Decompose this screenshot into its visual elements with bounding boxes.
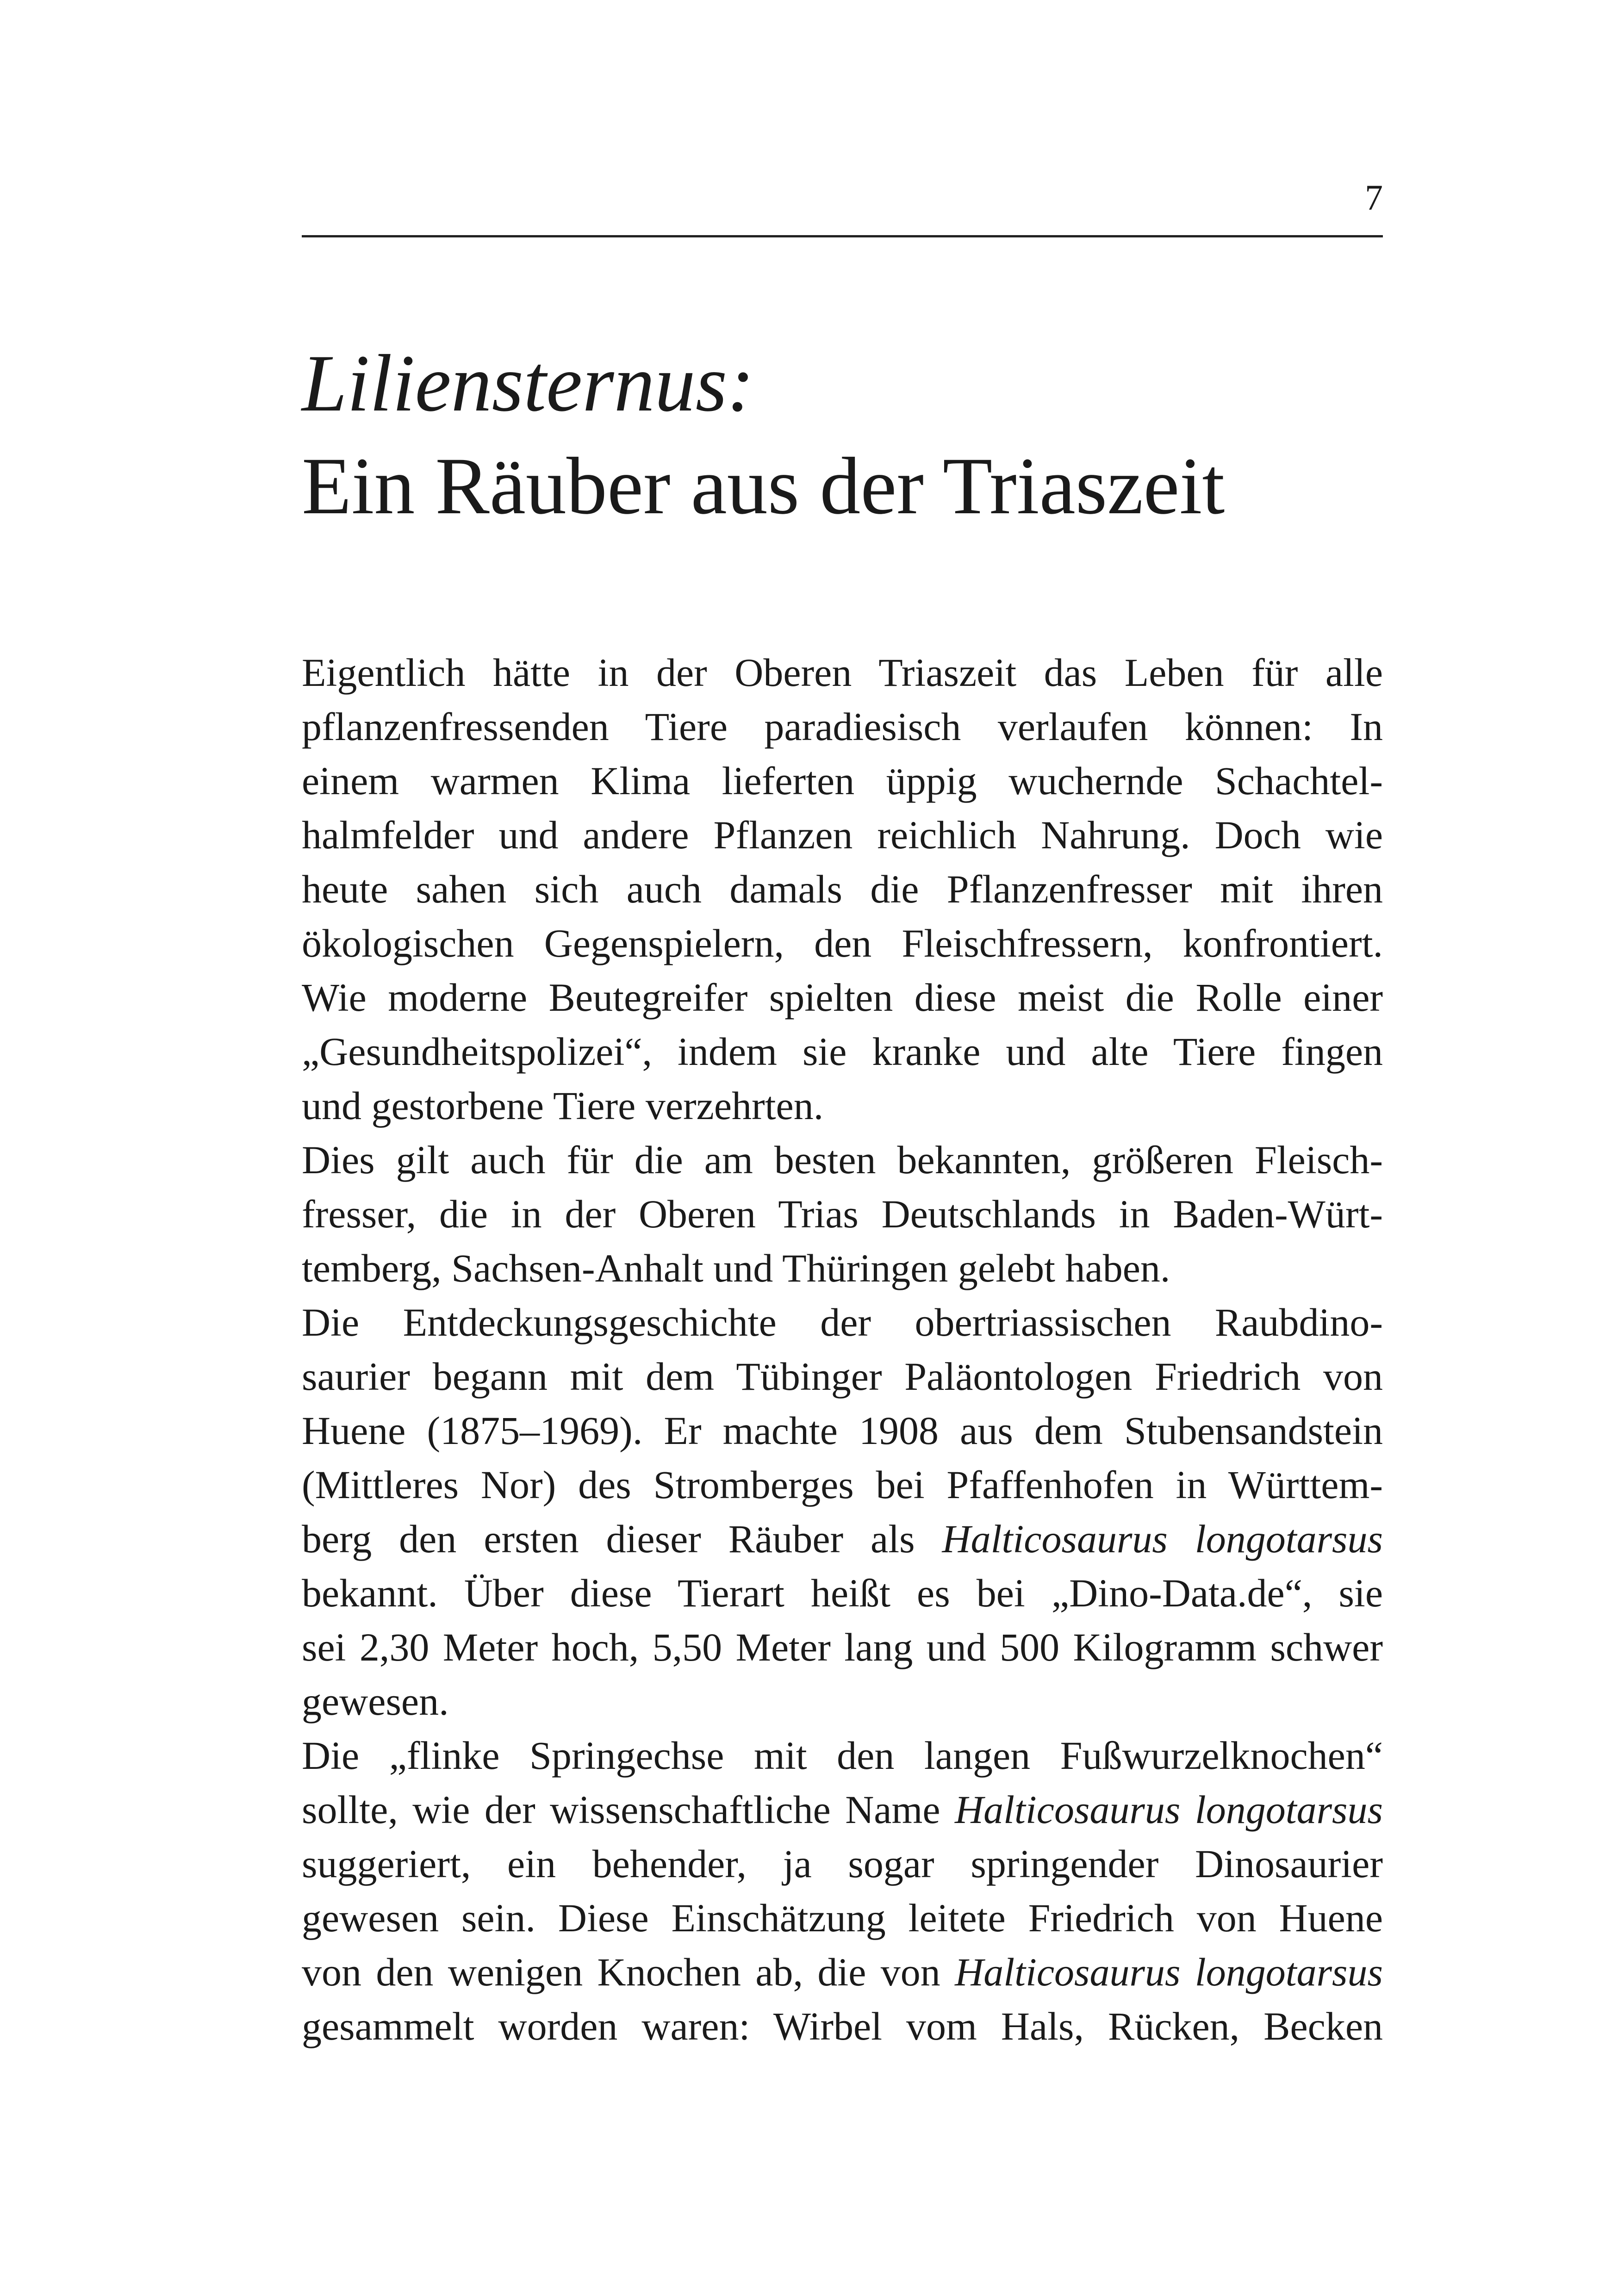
- text-line: [302, 1295, 1383, 1350]
- text-line: [302, 646, 1383, 700]
- text-line: [302, 971, 1383, 1025]
- text-segment: bekannt. Über diese Tierart heißt es bei „Dino-Data.de“, sie: [302, 1571, 1383, 1615]
- text-segment: gewesen sein. Diese Einschätzung leitete Friedrich von Huene: [302, 1896, 1383, 1940]
- text-line: [302, 700, 1383, 754]
- text-segment: pflanzenfressenden Tiere paradiesisch verlaufen können: In: [302, 704, 1383, 749]
- text-line: [302, 916, 1383, 971]
- text-segment: und gestorbene Tiere verzehrten.: [302, 1083, 824, 1128]
- species-name: Halticosaurus longotarsus: [954, 1787, 1383, 1832]
- text-segment: saurier begann mit dem Tübinger Paläontologen Friedrich von: [302, 1354, 1383, 1399]
- chapter-title: [302, 332, 1383, 538]
- chapter-title-italic: Liliensternus:: [302, 338, 754, 429]
- text-segment: Die „flinke Springechse mit den langen Fußwurzelknochen“: [302, 1733, 1383, 1778]
- text-line: [302, 1891, 1383, 1945]
- text-line: [302, 1512, 1383, 1566]
- text-segment: von den wenigen Knochen ab, die von: [302, 1950, 955, 1994]
- text-segment: sollte, wie der wissenschaftliche Name: [302, 1787, 955, 1832]
- text-segment: ökologischen Gegenspielern, den Fleischfressern, konfrontiert.: [302, 921, 1383, 965]
- text-line: [302, 1837, 1383, 1891]
- text-line: [302, 1187, 1383, 1241]
- text-line: [302, 1999, 1383, 2053]
- paragraph: [302, 1295, 1383, 1729]
- text-segment: heute sahen sich auch damals die Pflanzenfresser mit ihren: [302, 867, 1383, 911]
- text-segment: Huene (1875–1969). Er machte 1908 aus dem Stubensandstein: [302, 1408, 1383, 1453]
- text-segment: fresser, die in der Oberen Trias Deutschlands in Baden-Würt-: [302, 1192, 1383, 1236]
- text-line: [302, 1620, 1383, 1674]
- species-name: Halticosaurus longotarsus: [942, 1517, 1383, 1561]
- text-segment: Dies gilt auch für die am besten bekannten, größeren Fleisch-: [302, 1138, 1383, 1182]
- text-segment: sei 2,30 Meter hoch, 5,50 Meter lang und 500 Kilogramm schwer: [302, 1625, 1383, 1669]
- text-line: [302, 1025, 1383, 1079]
- text-line: [302, 1241, 1383, 1295]
- text-line: [302, 1350, 1383, 1404]
- text-segment: Die Entdeckungsgeschichte der obertriassischen Raubdino-: [302, 1300, 1383, 1344]
- paragraph: [302, 646, 1383, 1133]
- paragraph: [302, 1729, 1383, 2053]
- text-segment: (Mittleres Nor) des Stromberges bei Pfaffenhofen in Württem-: [302, 1462, 1383, 1507]
- species-name: Halticosaurus longotarsus: [955, 1950, 1383, 1994]
- text-segment: halmfelder und andere Pflanzen reichlich Nahrung. Doch wie: [302, 813, 1383, 857]
- text-line: [302, 1674, 1383, 1729]
- text-segment: Eigentlich hätte in der Oberen Triaszeit das Leben für alle: [302, 650, 1383, 695]
- text-segment: gesammelt worden waren: Wirbel vom Hals, Rücken, Becken: [302, 2004, 1383, 2048]
- text-line: [302, 808, 1383, 862]
- text-line: [302, 1458, 1383, 1512]
- text-line: [302, 1404, 1383, 1458]
- text-line: [302, 1133, 1383, 1187]
- body-text: [302, 646, 1383, 2053]
- text-line: [302, 862, 1383, 916]
- header-rule: [302, 235, 1383, 237]
- text-segment: suggeriert, ein behender, ja sogar springender Dinosaurier: [302, 1842, 1383, 1886]
- page-number: 7: [1365, 177, 1383, 218]
- chapter-title-subtitle: Ein Räuber aus der Triaszeit: [302, 441, 1225, 531]
- text-line: [302, 1729, 1383, 1783]
- text-line: [302, 1945, 1383, 1999]
- text-segment: gewesen.: [302, 1679, 449, 1724]
- text-segment: berg den ersten dieser Räuber als: [302, 1517, 942, 1561]
- text-segment: Wie moderne Beutegreifer spielten diese meist die Rolle einer: [302, 975, 1383, 1020]
- text-line: [302, 1566, 1383, 1620]
- text-line: [302, 754, 1383, 808]
- text-segment: „Gesundheitspolizei“, indem sie kranke und alte Tiere fingen: [302, 1029, 1383, 1074]
- paragraph: [302, 1133, 1383, 1295]
- text-segment: temberg, Sachsen-Anhalt und Thüringen gelebt haben.: [302, 1246, 1170, 1290]
- text-line: [302, 1079, 1383, 1133]
- text-line: [302, 1783, 1383, 1837]
- text-segment: einem warmen Klima lieferten üppig wuchernde Schachtel-: [302, 759, 1383, 803]
